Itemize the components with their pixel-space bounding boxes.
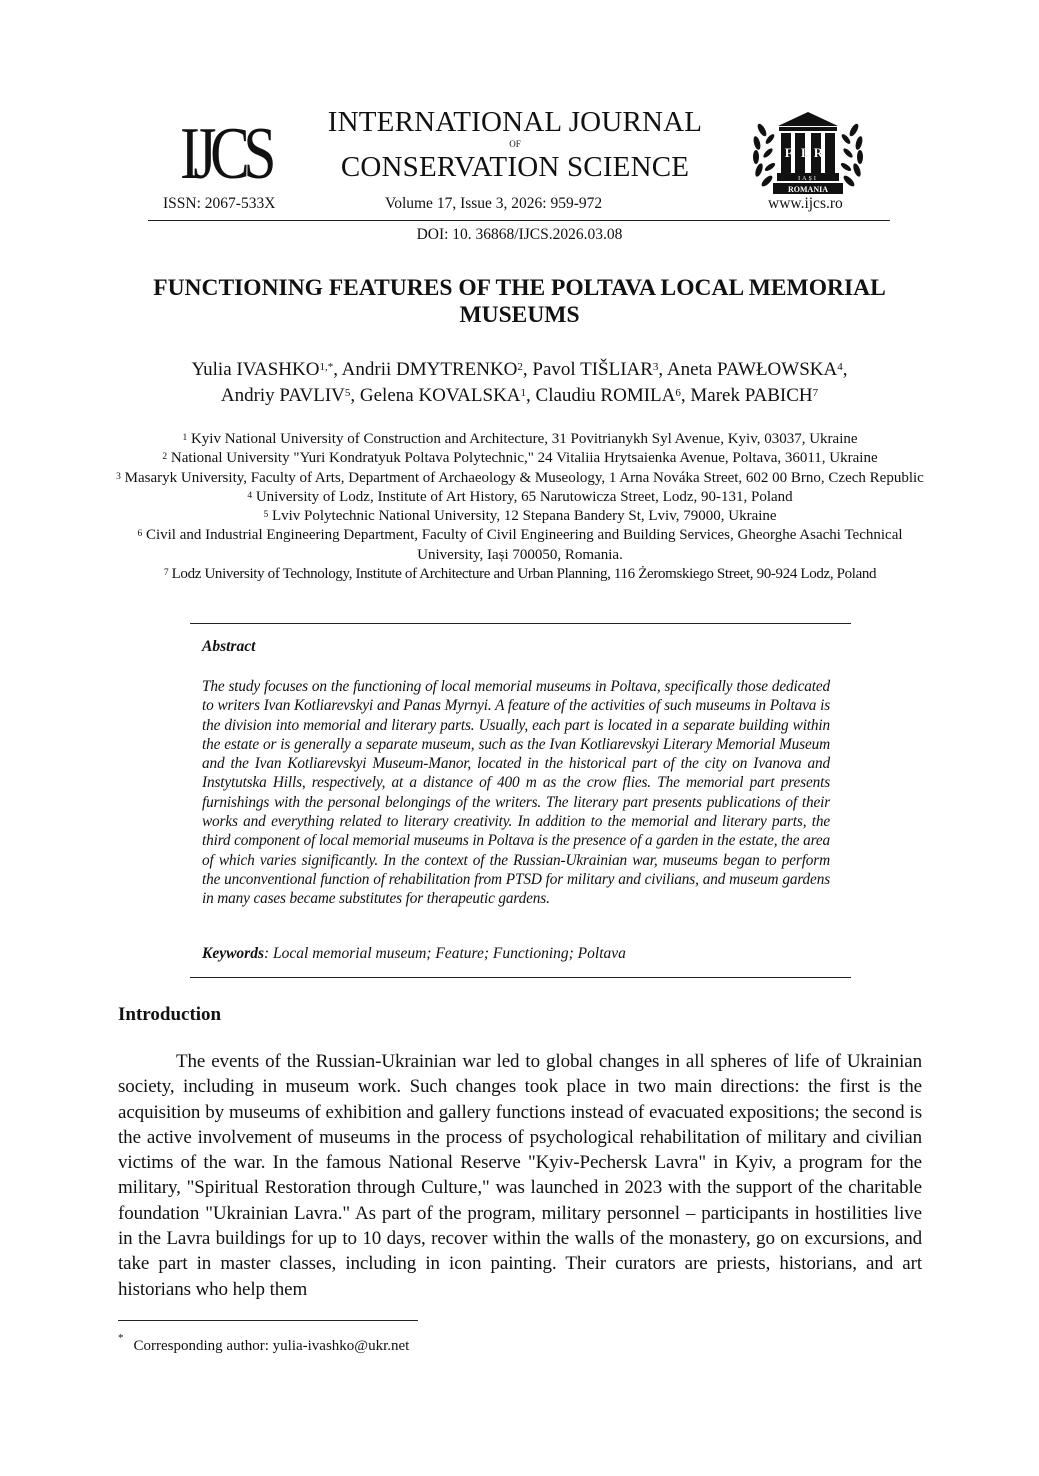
author-list	[100, 357, 939, 409]
affiliation-number: 3	[116, 471, 121, 482]
author-affiliation-mark: 5	[344, 387, 351, 399]
author-line-1	[100, 357, 939, 383]
doi[interactable]: DOI: 10. 36868/IJCS.2026.03.08	[416, 226, 623, 243]
affiliation-item	[110, 449, 930, 468]
ijcs-logo	[178, 112, 274, 195]
author-separator: ,	[350, 385, 360, 406]
affiliation-text: Masaryk University, Faculty of Arts, Department of Archaeology & Museology, 1 Arna Nováka Street, 602 00 Brno, Czech Republic	[120, 469, 924, 486]
affiliation-text: Civil and Industrial Engineering Department, Faculty of Civil Engineering and Building Services, Gheorghe Asachi Technical University, Iași 700050, Romania.	[142, 527, 903, 563]
footnote-divider	[118, 1320, 418, 1321]
author-affiliation-mark: 2	[517, 361, 523, 373]
website-link[interactable]: www.ijcs.ro	[768, 195, 843, 212]
paper-title	[100, 275, 939, 329]
author-name: Claudiu ROMILA	[535, 385, 676, 406]
affiliation-list	[110, 430, 930, 584]
ijcs-logo-text: IJCS	[180, 113, 274, 195]
author-line-2	[100, 383, 939, 409]
affiliation-text: University of Lodz, Institute of Art History, 65 Narutowicza Street, Lodz, 90-131, Poland	[252, 488, 793, 505]
author-affiliation-mark: 7	[812, 387, 819, 399]
author-separator: ,	[658, 359, 667, 380]
author-name: Yulia IVASHKO	[191, 359, 320, 380]
paper-title-line1: FUNCTIONING FEATURES OF THE POLTAVA LOCAL MEMORIAL	[153, 275, 886, 301]
fir-seal-logo	[748, 110, 868, 196]
introduction-heading: Introduction	[118, 1004, 222, 1025]
laurel-left-icon	[752, 122, 776, 188]
volume-issue: Volume 17, Issue 3, 2026: 959-972	[385, 195, 603, 212]
keywords-label: Keywords	[202, 945, 264, 962]
affiliation-number: 1	[182, 433, 188, 443]
footnote-text[interactable]: Corresponding author: yulia-ivashko@ukr.net	[133, 1338, 410, 1354]
author-separator: ,	[842, 359, 848, 380]
issn: ISSN: 2067-533X	[163, 195, 276, 212]
affiliation-item	[110, 469, 930, 488]
journal-title-line2: CONSERVATION SCIENCE	[340, 151, 690, 183]
author-separator: ,	[522, 359, 533, 380]
header-divider	[148, 220, 890, 221]
author-affiliation-mark: 1	[520, 387, 527, 399]
seal-city: IAȘI	[798, 176, 818, 182]
laurel-right-icon	[840, 122, 864, 188]
author-separator: ,	[333, 359, 342, 380]
affiliation-text: Lviv Polytechnic National University, 12 Stepana Bandery St, Lviv, 79000, Ukraine	[268, 508, 777, 525]
keywords	[202, 945, 842, 963]
abstract-bottom-divider	[190, 977, 851, 978]
author-name: Gelena KOVALSKA	[359, 385, 521, 406]
author-affiliation-mark: 3	[652, 361, 659, 373]
affiliation-number: 4	[247, 490, 253, 501]
abstract-text: The study focuses on the functioning of local memorial museums in Poltava, specifically those dedicated to writers Ivan Kotliarevskyi and Panas Myrnyi. A feature of the activities of such museums in Poltava is the division into memorial and literary parts. Usually, each part is located in a separate building within the estate or is generally a separate museum, such as the Ivan Kotliarevskyi Literary Memorial Museum and the Ivan Kotliarevskyi Museum-Manor, located in the historical part of the city on Ivanova and Instytutska Hills, respectively, at a distance of 400 m as the crow flies. The memorial part presents furnishings with the personal belongings of the writers. The literary part presents publications of their works and everything related to literary creativity. In addition to the memorial and literary parts, the third component of local memorial museums in Poltava is the presence of a garden in the estate, the area of which varies significantly. In the context of the Russian-Ukrainian war, museums began to perform the unconventional function of rehabilitation from PTSD for military and civilians, and museum gardens in many cases became substitutes for therapeutic gardens.	[202, 678, 830, 908]
abstract-heading: Abstract	[202, 638, 256, 655]
author-name: Marek PABICH	[690, 385, 813, 406]
affiliation-item	[110, 430, 930, 449]
affiliation-text: Lodz University of Technology, Institute of Architecture and Urban Planning, 116 Żeromskiego Street, 90-924 Lodz, Poland	[168, 566, 877, 583]
author-name: Aneta PAWŁOWSKA	[666, 359, 838, 380]
affiliation-item	[110, 565, 930, 584]
author-name: Andrii DMYTRENKO	[341, 359, 518, 380]
seal-letters: FIR	[784, 145, 832, 160]
journal-title-line1: INTERNATIONAL JOURNAL	[327, 106, 703, 138]
author-affiliation-mark: 1,*	[319, 361, 334, 373]
affiliation-number: 5	[263, 510, 269, 521]
affiliation-number: 6	[137, 529, 143, 540]
footnote	[118, 1332, 410, 1355]
affiliation-text: Kyiv National University of Construction and Architecture, 31 Povitrianykh Syl Avenue, Kyiv, 03037, Ukraine	[187, 431, 858, 447]
author-separator: ,	[680, 385, 691, 406]
affiliation-item	[110, 526, 930, 565]
author-affiliation-mark: 6	[675, 387, 681, 399]
affiliation-number: 7	[163, 568, 169, 579]
seal-country: ROMANIA	[788, 185, 828, 194]
footnote-mark: *	[118, 1332, 124, 1344]
author-affiliation-mark: 4	[837, 361, 843, 373]
journal-title	[300, 108, 730, 182]
affiliation-text: National University "Yuri Kondratyuk Poltava Polytechnic," 24 Vitaliia Hrytsaienka Avenue, Poltava, 36011, Ukraine	[167, 450, 878, 467]
author-name: Pavol TIŠLIAR	[532, 359, 653, 380]
introduction-paragraph: The events of the Russian-Ukrainian war led to global changes in all spheres of life of Ukrainian society, including in museum work. Such changes took place in two main directions: the first is the acquisition by museums of exhibition and gallery functions instead of evacuated expositions; the second is the active involvement of museums in the process of psychological rehabilitation of military and civilian victims of the war. In the famous National Reserve "Kyiv-Pechersk Lavra" in Kyiv, a program for the military, "Spiritual Restoration through Culture," was launched in 2023 with the support of the charitable foundation "Ukrainian Lavra." As part of the program, military personnel – participants in hostilities live in the Lavra buildings for up to 10 days, recover within the walls of the monastery, go on excursions, and take part in master classes, including in icon painting. Their curators are priests, historians, and art historians who help them	[118, 1051, 922, 1300]
keywords-list: : Local memorial museum; Feature; Functioning; Poltava	[264, 945, 626, 962]
author-name: Andriy PAVLIV	[220, 385, 345, 406]
affiliation-item	[110, 507, 930, 526]
paper-title-line2: MUSEUMS	[459, 302, 580, 328]
author-separator: ,	[526, 385, 536, 406]
introduction-text	[118, 1049, 922, 1302]
journal-title-of: OF	[509, 139, 521, 149]
affiliation-item	[110, 488, 930, 507]
affiliation-number: 2	[162, 452, 168, 463]
abstract-top-divider	[190, 623, 851, 624]
